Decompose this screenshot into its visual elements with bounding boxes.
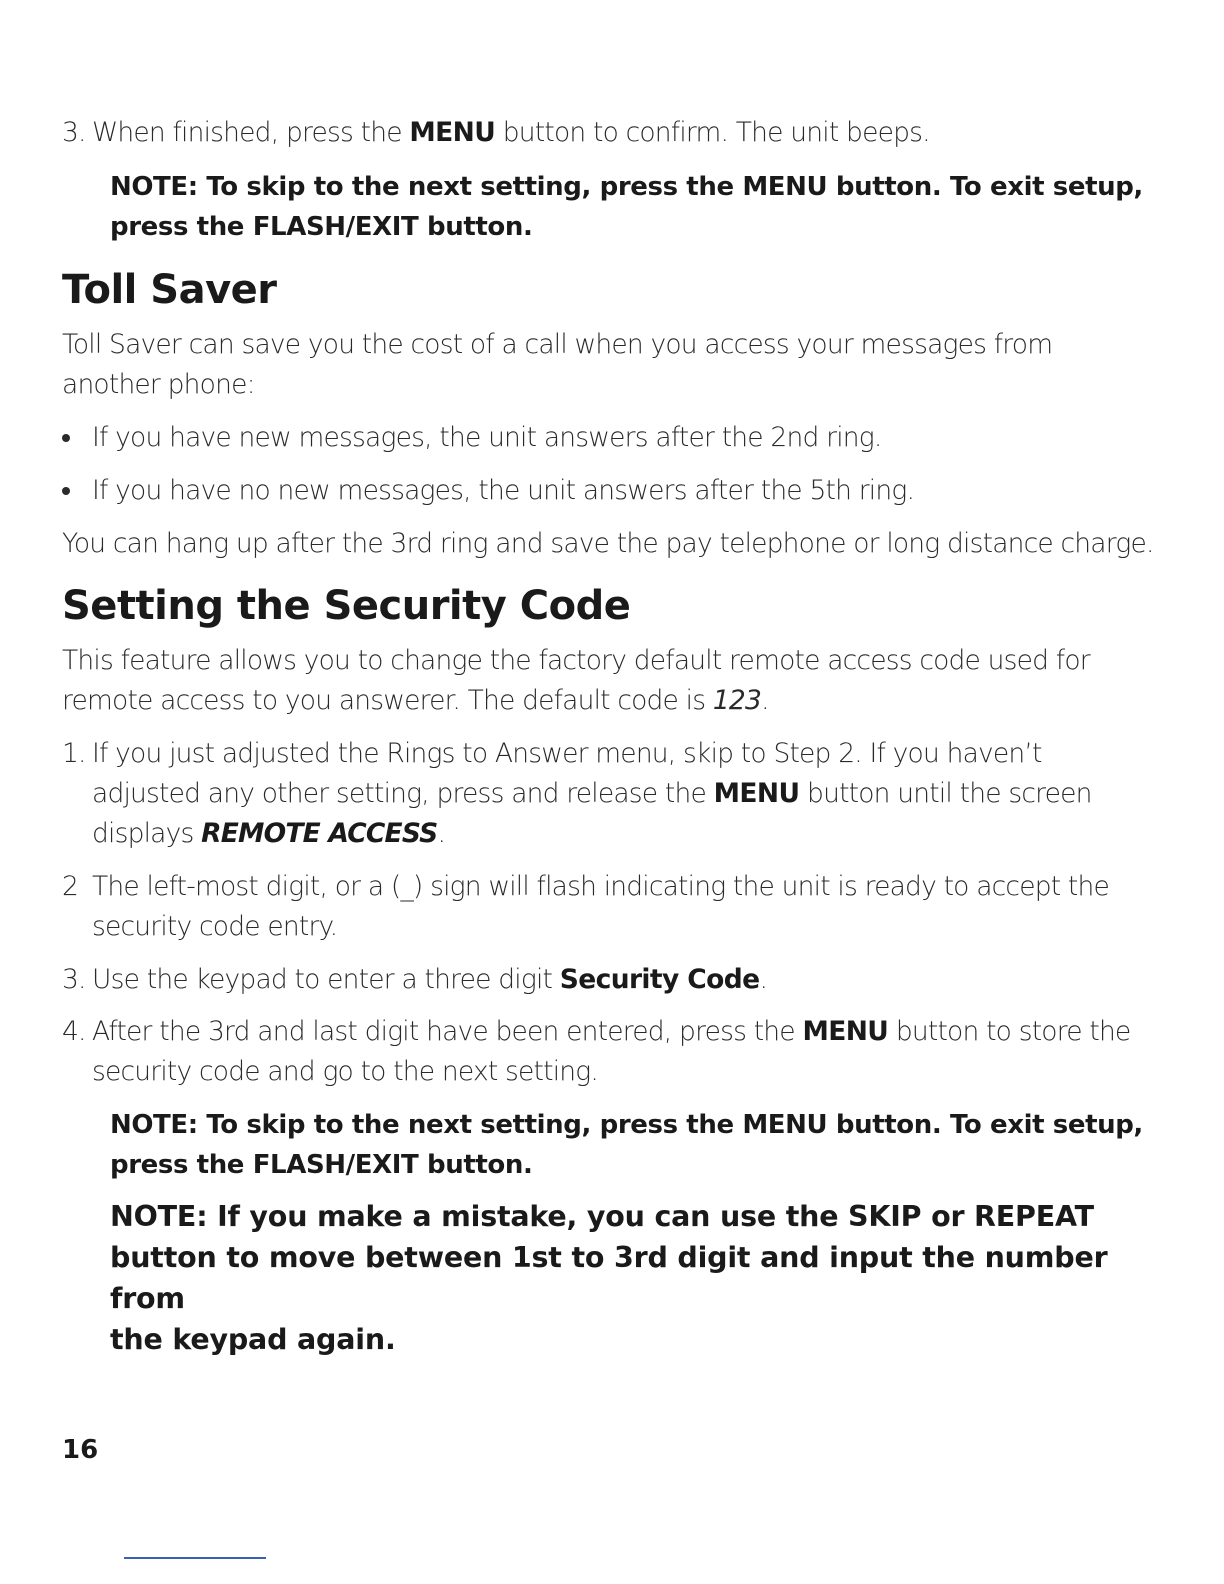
toll-saver-closing: You can hang up after the 3rd ring and save the pay telephone or long distance charge. xyxy=(62,528,1154,559)
security-step-2: 2 The left-most digit, or a (_) sign will flash indicating the unit is ready to accept the security code entry. xyxy=(62,867,1172,947)
security-intro: This feature allows you to change the factory default remote access code used for remote access to you answerer. The default code is 123. xyxy=(62,645,1090,716)
bullet-dot-icon xyxy=(62,434,70,442)
note-skip-exit: NOTE: To skip to the next setting, press the MENU button. To exit setup, press the FLASH/EXIT button. xyxy=(110,1110,1143,1180)
step-text: When finished, press the MENU button to confirm. The unit beeps. xyxy=(92,117,930,148)
footer-rule xyxy=(124,1557,266,1559)
note-skip-exit: NOTE: To skip to the next setting, press the MENU button. To exit setup, press the FLASH/EXIT button. xyxy=(110,172,1143,242)
step-number: 1. xyxy=(62,738,86,769)
step-number: 4. xyxy=(62,1016,86,1047)
screen-text-remote-access: REMOTE ACCESS xyxy=(201,818,438,849)
note-mistake: NOTE: If you make a mistake, you can use the SKIP or REPEAT button to move between 1st to 3rd digit and input the number from the keypad again. xyxy=(110,1200,1108,1356)
page-number: 16 xyxy=(62,1435,99,1465)
security-step-1: 1. If you just adjusted the Rings to Answer menu, skip to Step 2. If you haven’t adjusted any other setting, press and release the MENU button until the screen displays REMOTE ACCESS. xyxy=(62,734,1172,854)
step-number: 2 xyxy=(62,871,79,902)
step-3-finish xyxy=(62,113,1172,153)
security-step-4: 4. After the 3rd and last digit have been entered, press the MENU button to store the security code and go to the next setting. xyxy=(62,1012,1172,1092)
menu-button-ref: MENU xyxy=(802,1016,889,1047)
security-code-ref: Security Code xyxy=(559,964,760,995)
bullet-item: If you have new messages, the unit answers after the 2nd ring. xyxy=(62,418,1162,458)
step-number: 3. xyxy=(62,117,86,148)
security-step-3: 3. Use the keypad to enter a three digit Security Code. xyxy=(62,960,1172,1000)
section-heading-security-code: Setting the Security Code xyxy=(62,583,631,629)
bullet-dot-icon xyxy=(62,487,70,495)
menu-button-ref: MENU xyxy=(713,778,800,809)
toll-saver-intro: Toll Saver can save you the cost of a call when you access your messages from another phone: xyxy=(62,329,1053,400)
bullet-item: If you have no new messages, the unit answers after the 5th ring. xyxy=(62,471,1162,511)
menu-button-ref: MENU xyxy=(409,117,496,148)
default-code: 123 xyxy=(712,685,762,716)
step-number: 3. xyxy=(62,964,86,995)
section-heading-toll-saver: Toll Saver xyxy=(62,267,277,313)
